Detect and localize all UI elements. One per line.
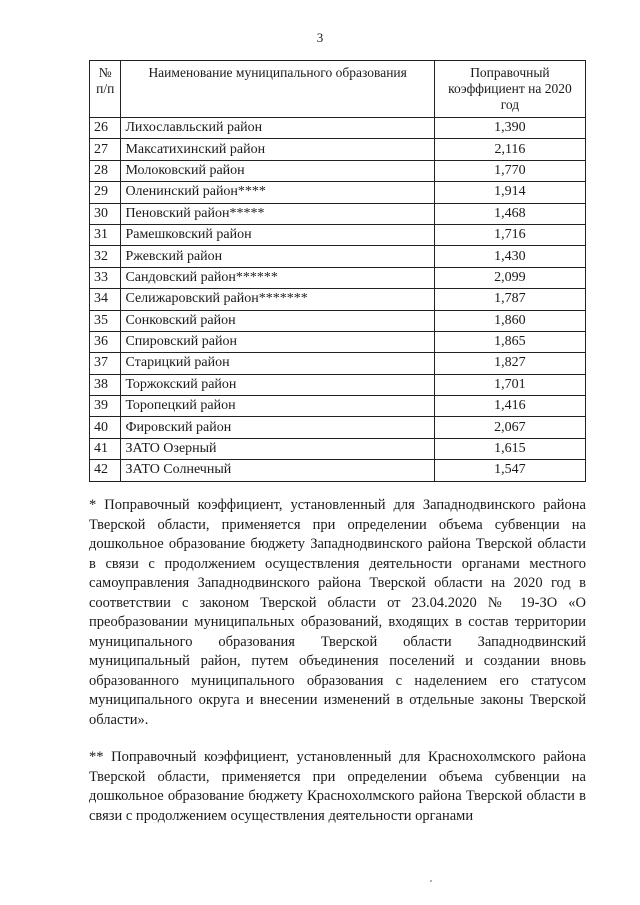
row-number: 35 [90, 310, 121, 331]
row-municipality: ЗАТО Солнечный [121, 460, 434, 481]
table-row [90, 160, 586, 181]
row-coefficient: 1,914 [434, 182, 585, 203]
table-row [90, 182, 586, 203]
table-row [90, 224, 586, 245]
page-number: 3 [316, 30, 324, 45]
table-header-row [90, 61, 586, 118]
row-number: 27 [90, 139, 121, 160]
row-number: 40 [90, 417, 121, 438]
row-number: 34 [90, 289, 121, 310]
row-number: 39 [90, 396, 121, 417]
row-coefficient: 1,716 [434, 224, 585, 245]
row-municipality: Фировский район [121, 417, 434, 438]
row-municipality: Селижаровский район******* [121, 289, 434, 310]
row-coefficient: 1,430 [434, 246, 585, 267]
row-municipality: Молоковский район [121, 160, 434, 181]
row-coefficient: 2,067 [434, 417, 585, 438]
header-coefficient: Поправочный коэффициент на 2020 год [434, 61, 585, 118]
row-coefficient: 2,099 [434, 267, 585, 288]
row-municipality: ЗАТО Озерный [121, 438, 434, 459]
row-municipality: Пеновский район***** [121, 203, 434, 224]
row-number: 33 [90, 267, 121, 288]
table-row [90, 353, 586, 374]
row-municipality: Рамешковский район [121, 224, 434, 245]
row-number: 42 [90, 460, 121, 481]
row-coefficient: 2,116 [434, 139, 585, 160]
footnotes [89, 496, 586, 844]
row-coefficient: 1,615 [434, 438, 585, 459]
row-coefficient: 1,468 [434, 203, 585, 224]
table-row [90, 203, 586, 224]
row-number: 31 [90, 224, 121, 245]
table-row [90, 438, 586, 459]
row-coefficient: 1,547 [434, 460, 585, 481]
table-row [90, 417, 586, 438]
row-municipality: Лихославльский район [121, 118, 434, 139]
row-municipality: Ржевский район [121, 246, 434, 267]
row-municipality: Торопецкий район [121, 396, 434, 417]
row-coefficient: 1,865 [434, 331, 585, 352]
scan-speck [430, 880, 432, 882]
row-municipality: Сонковский район [121, 310, 434, 331]
row-number: 32 [90, 246, 121, 267]
table-row [90, 246, 586, 267]
row-coefficient: 1,860 [434, 310, 585, 331]
table-row [90, 460, 586, 481]
table-row [90, 289, 586, 310]
row-number: 29 [90, 182, 121, 203]
row-number: 26 [90, 118, 121, 139]
table-row [90, 396, 586, 417]
row-number: 36 [90, 331, 121, 352]
row-coefficient: 1,390 [434, 118, 585, 139]
row-number: 28 [90, 160, 121, 181]
row-municipality: Торжокский район [121, 374, 434, 395]
table-row [90, 374, 586, 395]
header-municipality: Наименование муниципального образования [121, 61, 434, 118]
coefficient-table [89, 60, 586, 482]
header-number: № п/п [90, 61, 121, 118]
row-municipality: Старицкий район [121, 353, 434, 374]
table-row [90, 267, 586, 288]
row-number: 37 [90, 353, 121, 374]
table-row [90, 310, 586, 331]
row-municipality: Оленинский район**** [121, 182, 434, 203]
footnote-1: * Поправочный коэффициент, установленный для Западнодвинского района Тверской области, применяется при определении объема субвенции на дошкольное образование бюджету Западнодвинского района Тверской области в связи с продолжением осуществления деятельности органами местного самоуправления Западнодвинского района Тверской области на 2020 год в соответствии с законом Тверской области от 23.04.2020 № 19-ЗО «О преобразовании муниципальных образований, входящих в состав территории муниципального образования Тверской области Западнодвинский муниципальный район, путем объединения поселений и создании вновь образованного муниципального образования с наделением его статусом муниципального округа и внесении изменений в отдельные законы Тверской области». [89, 497, 586, 728]
row-municipality: Максатихинский район [121, 139, 434, 160]
table-row [90, 118, 586, 139]
row-coefficient: 1,701 [434, 374, 585, 395]
row-municipality: Сандовский район****** [121, 267, 434, 288]
row-coefficient: 1,770 [434, 160, 585, 181]
row-coefficient: 1,787 [434, 289, 585, 310]
row-coefficient: 1,827 [434, 353, 585, 374]
row-number: 41 [90, 438, 121, 459]
row-municipality: Спировский район [121, 331, 434, 352]
row-number: 38 [90, 374, 121, 395]
table-row [90, 331, 586, 352]
row-coefficient: 1,416 [434, 396, 585, 417]
row-number: 30 [90, 203, 121, 224]
footnote-2: ** Поправочный коэффициент, установленный для Краснохолмского района Тверской области, применяется при определении объема субвенции на дошкольное образование бюджету Краснохолмского района Тверской области в связи с продолжением осуществления деятельности органами [89, 749, 586, 824]
table-row [90, 139, 586, 160]
